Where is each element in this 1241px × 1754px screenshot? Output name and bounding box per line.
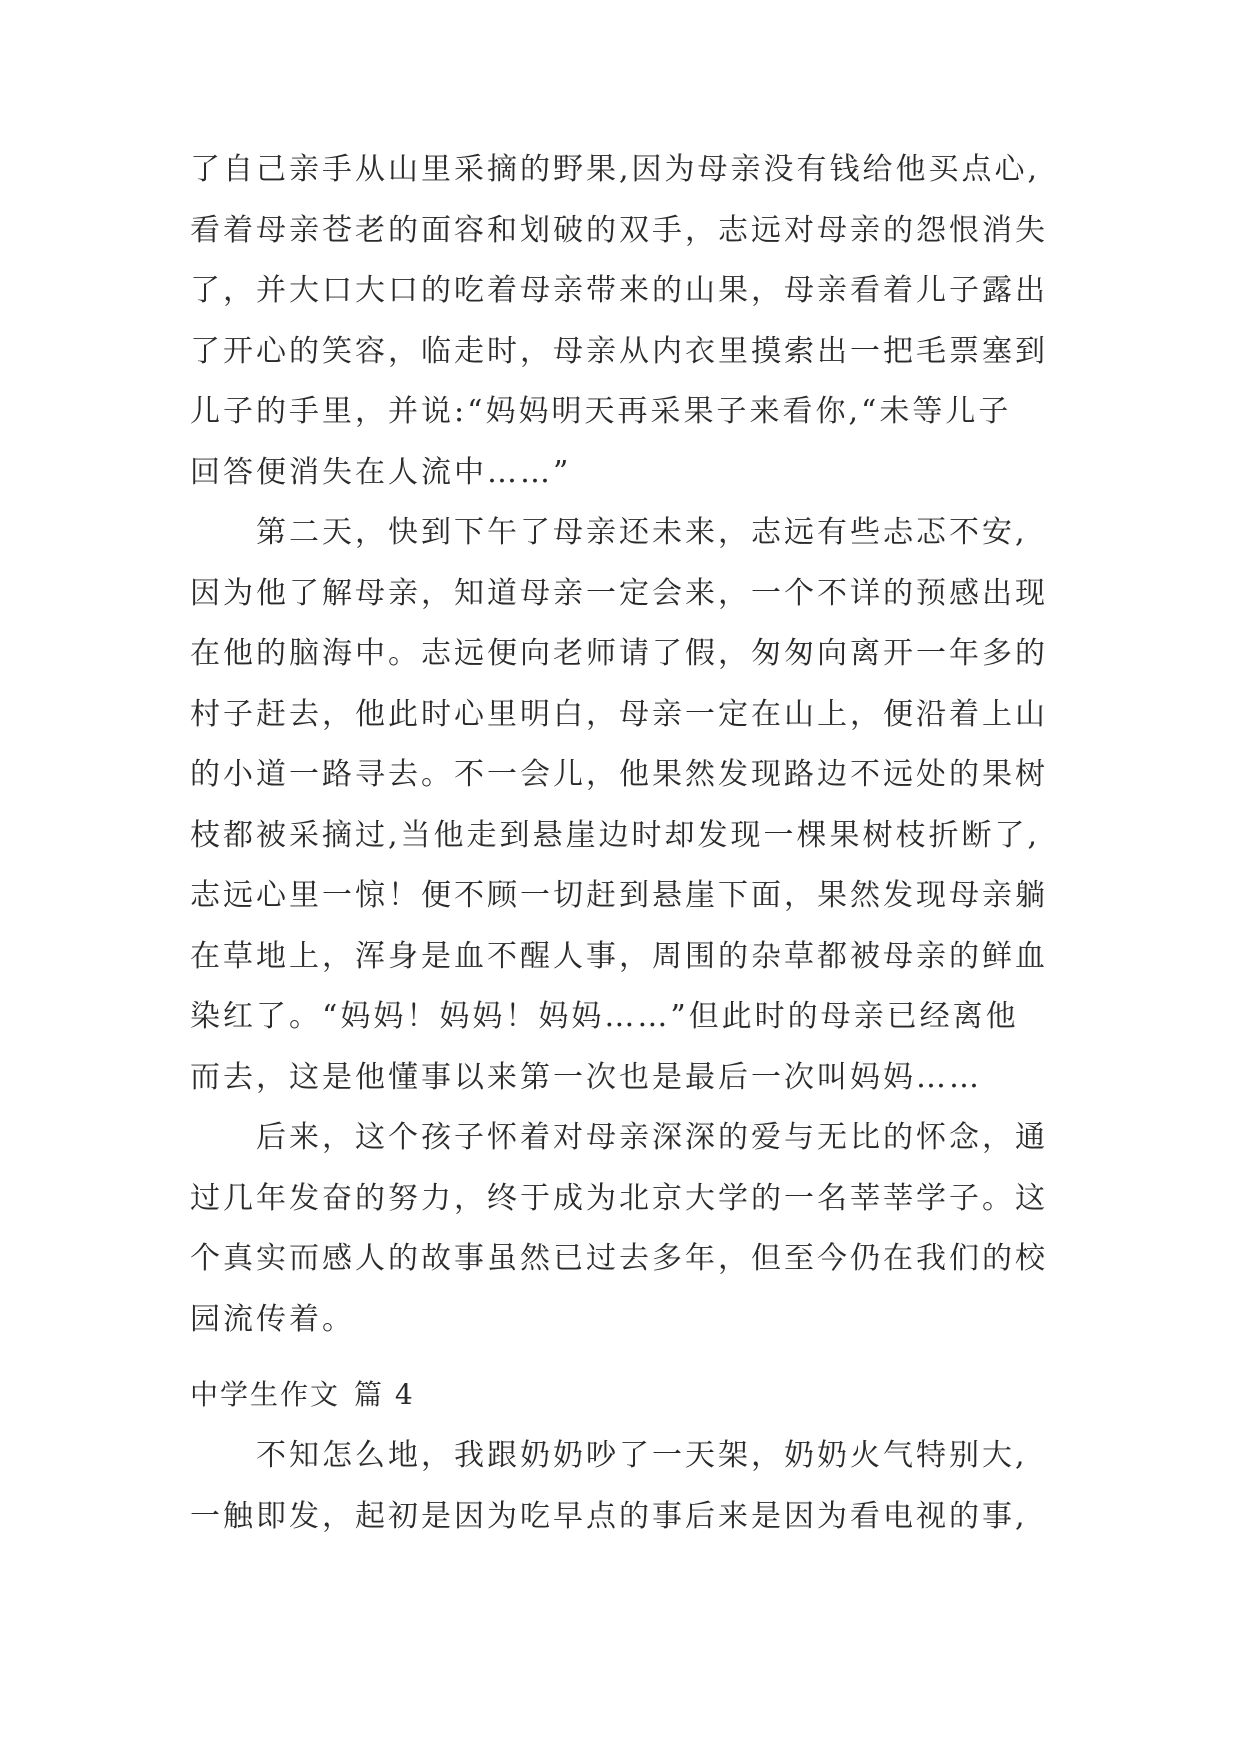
- section-part-number: 篇 4: [354, 1378, 415, 1411]
- text-line: 志远心里一惊！便不顾一切赶到悬崖下面，果然发现母亲躺: [190, 878, 1048, 913]
- text-line: 了自己亲手从山里采摘的野果,因为母亲没有钱给他买点心,: [190, 152, 1041, 187]
- text-line: 因为他了解母亲，知道母亲一定会来，一个不详的预感出现: [190, 575, 1048, 611]
- text-line: 了开心的笑容，临走时，母亲从内衣里摸索出一把毛票塞到: [190, 333, 1048, 369]
- paragraph-start-line: 第二天，快到下午了母亲还未来，志远有些忐忑不安,: [256, 515, 1028, 550]
- text-line: 在草地上，浑身是血不醒人事，周围的杂草都被母亲的鲜血: [190, 938, 1048, 974]
- text-line: 染红了。“妈妈！妈妈！妈妈……”但此时的母亲已经离他: [190, 999, 1019, 1034]
- section-heading: [190, 1373, 415, 1413]
- text-line: 枝都被采摘过,当他走到悬崖边时却发现一棵果树枝折断了,: [190, 817, 1041, 853]
- text-line: 回答便消失在人流中……”: [190, 454, 572, 490]
- text-line: 一触即发，起初是因为吃早点的事后来是因为看电视的事,: [190, 1498, 1028, 1534]
- text-line: 村子赶去，他此时心里明白，母亲一定在山上，便沿着上山: [190, 696, 1048, 732]
- paragraph-start-line: 不知怎么地，我跟奶奶吵了一天架，奶奶火气特别大,: [256, 1438, 1028, 1473]
- section-title: 中学生作文: [190, 1378, 341, 1411]
- text-line: 在他的脑海中。志远便向老师请了假，匆匆向离开一年多的: [190, 636, 1048, 671]
- text-line: 个真实而感人的故事虽然已过去多年，但至今仍在我们的校: [190, 1241, 1048, 1276]
- text-line: 园流传着。: [190, 1301, 355, 1337]
- text-line: 看着母亲苍老的面容和划破的双手，志远对母亲的怨恨消失: [190, 212, 1048, 248]
- text-line: 儿子的手里，并说:“妈妈明天再采果子来看你,“未等儿子: [190, 394, 1012, 429]
- text-line: 而去，这是他懂事以来第一次也是最后一次叫妈妈……: [190, 1059, 982, 1095]
- story-body: [190, 140, 1090, 1350]
- section-body: [190, 1426, 1090, 1547]
- text-line: 的小道一路寻去。不一会儿，他果然发现路边不远处的果树: [190, 757, 1048, 792]
- text-line: 过几年发奋的努力，终于成为北京大学的一名莘莘学子。这: [190, 1180, 1048, 1216]
- paragraph-start-line: 后来，这个孩子怀着对母亲深深的爱与无比的怀念，通: [256, 1120, 1048, 1155]
- text-line: 了，并大口大口的吃着母亲带来的山果，母亲看着儿子露出: [190, 273, 1048, 308]
